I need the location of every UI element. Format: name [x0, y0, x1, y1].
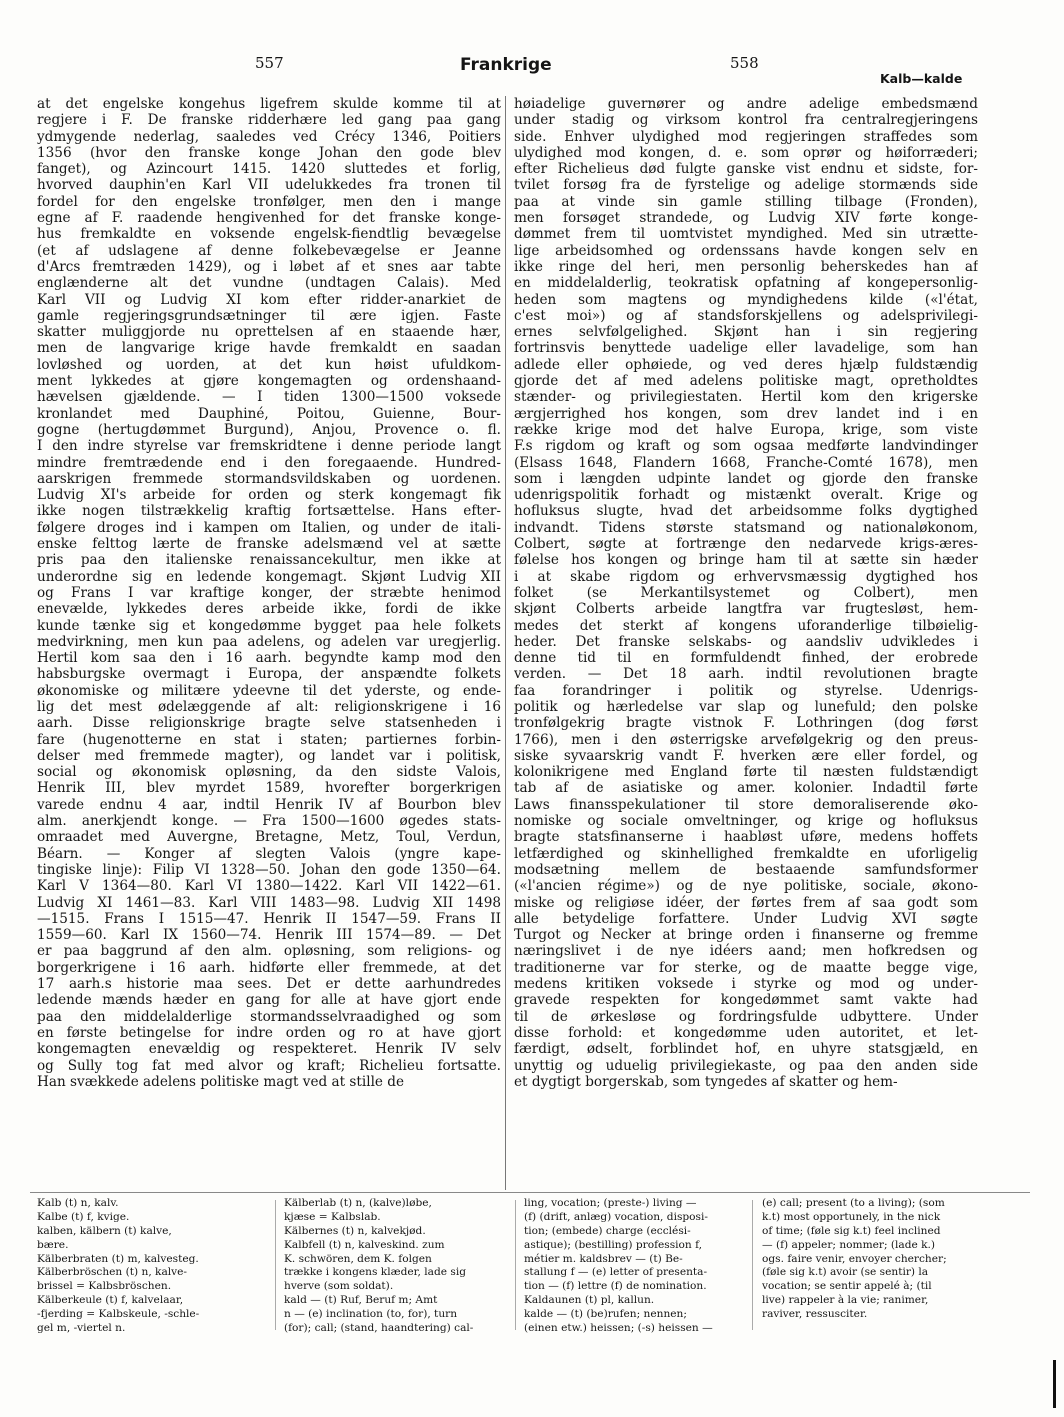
text-line: høiadelige guvernører og andre adelige embedsmænd	[514, 96, 978, 112]
dictionary-entry-line: Kälberbraten (t) m, kalvesteg.	[37, 1252, 199, 1265]
dictionary-entry-line: kalben, kälbern (t) kalve,	[37, 1224, 172, 1237]
text-line: dømmet frem til uomtvistet myndighed. Med sin utrætte-	[514, 226, 978, 243]
text-line: række krige mod det halve Europa, krige, som viste	[514, 421, 978, 438]
text-line: lige arbeidsomhed og ordenssans havde kongen selv en	[514, 242, 978, 259]
dictionary-entry-line: live) rappeler à la vie; ranimer,	[762, 1294, 929, 1307]
text-line: Colbert, søgte at fortrænge den nedarvede krigs-æres-	[514, 536, 978, 553]
text-line: englænderne alt det vundne (undtagen Calais). Med	[37, 275, 501, 292]
text-line: 1559—60. Karl IX 1560—74. Henrik III 1574—89. — Det	[37, 927, 501, 944]
dictionary-entry-line: vocation; se sentir appelé à; (til	[762, 1280, 932, 1293]
text-line: varede endnu 4 aar, indtil Henrik IV af Bourbon blev	[37, 796, 501, 813]
text-line: alle betydelige forfattere. Under Ludvig XVI søgte	[514, 910, 978, 927]
dictionary-keyword-range: Kalb—kalde	[880, 71, 963, 86]
dictionary-entry-line: (føle sig k.t) avoir (se sentir) la	[762, 1266, 929, 1279]
text-line: fare (hugenotterne en stat i staten; partiernes forbin-	[37, 731, 501, 748]
text-line: heden som magtens og myndighedens kilde («l'état,	[514, 291, 978, 308]
dictionary-divider	[752, 1200, 753, 1330]
dictionary-entry-line: brissel = Kalbsbröschen.	[37, 1280, 172, 1293]
dictionary-entry-line: trække i kongens klæder, lade sig	[284, 1266, 466, 1279]
dictionary-entry-line: -fjerding = Kalbskeule, -schle-	[37, 1308, 200, 1321]
text-line: verden. — Det 18 aarh. indtil revolutionen bragte	[514, 666, 978, 683]
text-line: underordne sig en ledende kongemagt. Skjønt Ludvig XII	[37, 568, 501, 585]
text-line: kongemagten enevældig og respekteret. Henrik IV selv	[37, 1041, 501, 1058]
text-line: at det engelske kongehus ligefrem skulde komme til at	[37, 96, 501, 112]
text-line: borgerkrigene i 16 aarh. hidførte eller fremmede, at det	[37, 959, 501, 976]
dictionary-entry-line: Kalbe (t) f, kvige.	[37, 1210, 130, 1223]
dictionary-entry-line: tion; (embede) charge (ecclési-	[524, 1224, 691, 1237]
text-line: Han svækkede adelens politiske magt ved at stille de	[37, 1073, 405, 1090]
dictionary-entry-line: k.t) most opportunely, in the nick	[762, 1210, 941, 1223]
text-line: delser med fremmede magter), og landet var i politisk,	[37, 747, 501, 764]
dictionary-entry-line: kald — (t) Ruf, Beruf m; Amt	[284, 1294, 438, 1307]
text-line: gjorde det af med adelens politiske magt, opretholdtes	[514, 373, 978, 390]
text-line: tvilet forsøg fra de fyrstelige og adelige stormænds side	[514, 177, 978, 194]
text-line: følelse hos kongen og bringe ham til at sætte sin hæder	[514, 552, 978, 569]
text-line: 1356 (hvor den franske konge Johan den gode blev	[37, 144, 501, 161]
text-line: fordel for den engelske tronfølger, men den i mange	[37, 193, 501, 210]
text-line: egne af F. raadende hengivenhed for det franske konge-	[37, 210, 501, 227]
text-line: aarskrigen fremmede stormandsvildskaben og uordenen.	[37, 470, 501, 487]
dictionary-entry-line: Kälberkeule (t) f, kalvelaar,	[37, 1294, 184, 1307]
dictionary-column-4	[762, 1197, 990, 1322]
text-line: medvirkning, men kun paa adelens, og adelen var uregjerlig.	[37, 633, 501, 650]
text-line: til de ørkesløse og fordringsfulde udbyttere. Under	[514, 1008, 978, 1025]
left-text-column	[37, 96, 501, 1090]
text-line: Hertil kom saa den i 16 aarh. begyndte kamp mod den	[37, 650, 501, 667]
text-line: kolonikrigene med England førte til næsten fuldstændigt	[514, 764, 978, 781]
text-line: omraadet med Auvergne, Bretagne, Metz, Toul, Verdun,	[37, 829, 501, 846]
text-line: faa forandringer i politik og styrelse. Udenrigs-	[514, 682, 978, 699]
text-line: 1766), men i den østerrigske arvefølgekrig og den preus-	[514, 731, 978, 748]
dictionary-entry-line: gel m, -viertel n.	[37, 1322, 126, 1335]
text-line: gravede respekten for kongedømmet samt vakte had	[514, 992, 978, 1009]
text-line: ment lykkedes at gjøre kongemagten og ordenshaand-	[37, 373, 501, 390]
text-line: er paa baggrund af den alm. opløsning, som religions- og	[37, 943, 501, 960]
text-line: men forsøget strandede, og Ludvig XIV førte konge-	[514, 210, 978, 227]
text-line: hævelsen gjældende. — I tiden 1300—1500 voksede	[37, 389, 501, 406]
text-line: færdigt, ødselt, forblindet hof, en uhyre statsgjæld, en	[514, 1041, 978, 1058]
text-line: stænder- og privilegiestaten. Hertil kom den krigerske	[514, 389, 978, 406]
text-line: ulydighed mod kongen, d. e. som oprør og høiforræderi;	[514, 144, 978, 161]
text-line: tronfølgekrig bragte vistnok F. Lothringen (dog først	[514, 715, 978, 732]
text-line: følgere droges ind i kampen om Italien, og under de itali-	[37, 519, 501, 536]
dictionary-entry-line: astique); (bestilling) profession f,	[524, 1238, 703, 1251]
text-line: ærgjerrighed hos kongen, som drev landet ind i en	[514, 405, 978, 422]
text-line: fanget), og Azincourt 1415. 1420 sluttedes et forlig,	[37, 161, 501, 178]
right-text-column	[514, 96, 978, 1090]
text-line: udenrigspolitik forhadt og mistænkt overalt. Krige og	[514, 487, 978, 504]
text-line: Ludvig XI's arbeide for orden og sterk kongemagt fik	[37, 487, 501, 504]
text-line: som i længden udpinte landet og gjorde den franske	[514, 470, 978, 487]
text-line: næringslivet i de nye idéers aand; men hofkredsen og	[514, 943, 978, 960]
column-divider	[505, 96, 506, 1190]
text-line: enevælde, lykkedes deres arbeide ikke, fordi de ikke	[37, 601, 501, 618]
text-line: nomiske og sociale omveltninger, og krige og hofluksus	[514, 813, 978, 830]
text-line: hofluksus slugte, hvad det arbeidsomme folks dygtighed	[514, 503, 978, 520]
dictionary-entry-line: Kälbernes (t) n, kalvekjød.	[284, 1224, 426, 1237]
text-line: tab af de asiatiske og amer. kolonier. Indadtil førte	[514, 780, 978, 797]
text-line: indvandt. Tidens største statsmand og nationaløkonom,	[514, 519, 978, 536]
text-line: Turgot og Necker at bringe orden i finanserne og fremme	[514, 927, 978, 944]
text-line: medens kritiken voksede i styrke og mod og under-	[514, 976, 978, 993]
dictionary-entry-line: kjæse = Kalbslab.	[284, 1210, 381, 1223]
text-line: ledende mænds hæder en gang for alle at have gjort ende	[37, 992, 501, 1009]
text-line: adlede eller ophøiede, og ved deres hjælp fuldstændig	[514, 356, 978, 373]
text-line: c'est moi») og af standsforskjellens og adelsprivilegi-	[514, 307, 978, 324]
text-line: mindre fremtrædende end i den foregaaende. Hundred-	[37, 454, 501, 471]
text-line: lig det mest ødelæggende af alt: religionskrigene i 16	[37, 698, 501, 715]
dictionary-entry-line: métier m. kaldsbrev — (t) Be-	[524, 1252, 683, 1265]
text-line: en middelalderlig, teokratisk opfatning af kongepersonlig-	[514, 275, 978, 292]
text-line: letfærdighed og skinhellighed fremkaldte en uforligelig	[514, 845, 978, 862]
text-line: —1515. Frans I 1515—47. Henrik II 1547—59. Frans II	[37, 910, 501, 927]
dictionary-column-1	[37, 1197, 265, 1336]
text-line: tingiske linje): Filip VI 1328—50. Johan den gode 1350—64.	[37, 861, 501, 878]
dictionary-column-3	[524, 1197, 752, 1336]
page-title: Frankrige	[460, 55, 552, 75]
dictionary-entry-line: n — (e) inclination (to, for), turn	[284, 1308, 458, 1321]
text-line: gogne (hertugdømmet Burgund), Anjou, Provence o. fl.	[37, 421, 501, 438]
text-line: politik og hærledelse var slap og lunefuld; den polske	[514, 698, 978, 715]
text-line: skjønt Colberts arbeide langtfra var frugtesløst, hem-	[514, 601, 978, 618]
text-line: F.s rigdom og kraft og som ogsaa medførte landvindinger	[514, 438, 978, 455]
dictionary-entry-line: K. schwören, dem K. folgen	[284, 1252, 432, 1265]
dictionary-entry-line: Kalbfell (t) n, kalveskind. zum	[284, 1238, 445, 1251]
text-line: disse forhold: et kongedømme uden autoritet, et let-	[514, 1024, 978, 1041]
text-line: pris paa den italienske renaissancekultur, men ikke at	[37, 552, 501, 569]
text-line: (et af udslagene af denne folkebevægelse er Jeanne	[37, 242, 501, 259]
text-line: økonomiske og militære ydeevne til det yderste, og ende-	[37, 682, 501, 699]
text-line: (Elsass 1648, Flandern 1668, Franche-Comté 1678), men	[514, 454, 978, 471]
text-line: skatter muliggjorde nu oprettelsen af en staaende hær,	[37, 324, 501, 341]
dictionary-entry-line: Kalb (t) n, kalv.	[37, 1197, 119, 1209]
text-line: efter Richelieus død fulgte ganske vist endnu et sidste, for-	[514, 161, 978, 178]
text-line: Henrik III, blev myrdet 1589, hvorefter borgerkrigen	[37, 780, 501, 797]
text-line: Karl VII og Ludvig XI kom efter ridder-anarkiet de	[37, 291, 501, 308]
text-line: gamle regjeringsgrundsætninger til ære igjen. Faste	[37, 307, 501, 324]
page-number-right: 558	[730, 54, 759, 72]
text-line: denne tid til en formfuldendt finhed, der erobrede	[514, 650, 978, 667]
dictionary-entry-line: (for); call; (stand, haandtering) cal-	[284, 1322, 474, 1335]
text-line: og Frans I var kraftige konger, der stræbte henimod	[37, 584, 501, 601]
dictionary-divider	[515, 1200, 516, 1330]
text-line: et dygtigt borgerskab, som tyngedes af skatter og hem-	[514, 1073, 898, 1090]
margin-mark	[1053, 1360, 1056, 1408]
text-line: under stadig og virksom kontrol fra centralregjeringens	[514, 112, 978, 129]
text-line: unyttig og uduelig privilegiekaste, og paa den anden side	[514, 1057, 978, 1074]
text-line: folket (se Merkantilsystemet og Colbert), men	[514, 584, 978, 601]
text-line: regjere i F. De franske ridderhære led gang paa gang	[37, 112, 501, 129]
text-line: medes det sterkt af kongens uforanderlige tilbøielig-	[514, 617, 978, 634]
dictionary-entry-line: ling, vocation; (preste-) living —	[524, 1197, 697, 1209]
text-line: og Sully tog fat med alvor og kraft; Richelieu fortsatte.	[37, 1057, 501, 1074]
text-line: I den indre styrelse var fremskridtene i denne periode langt	[37, 438, 501, 455]
dictionary-entry-line: stallung f — (e) letter of presenta-	[524, 1266, 708, 1279]
text-line: kronlandet med Dauphiné, Poitou, Guienne, Bour-	[37, 405, 501, 422]
dictionary-entry-line: (e) call; present (to a living); (som	[762, 1197, 945, 1209]
text-line: Ludvig XI 1461—83. Karl VIII 1483—98. Ludvig XII 1498	[37, 894, 501, 911]
text-line: ikke ringe del heri, men personlig beherskedes han af	[514, 258, 978, 275]
text-line: hvorved dauphin'en Karl VII udelukkedes fra tronen til	[37, 177, 501, 194]
text-line: ernes selvfølgelighed. Skjønt han i sin regjering	[514, 324, 978, 341]
dictionary-entry-line: raviver, ressusciter.	[762, 1308, 868, 1321]
text-line: 17 aarh.s historie maa sees. Det er dette aarhundredes	[37, 976, 501, 993]
text-line: aarh. Disse religionskrige bragte selve statsenheden i	[37, 715, 501, 732]
dictionary-entry-line: kalde — (t) (be)rufen; nennen;	[524, 1308, 687, 1321]
text-line: paa den middelalderlige stormandsselvraadighed og som	[37, 1008, 501, 1025]
dictionary-column-2	[284, 1197, 512, 1336]
dictionary-entry-line: (einen etw.) heissen; (-s) heissen —	[524, 1322, 713, 1335]
dictionary-entry-line: ogs. faire venir, envoyer chercher;	[762, 1252, 947, 1265]
text-line: alm. anerkjendt konge. — Fra 1500—1600 øgedes stats-	[37, 813, 501, 830]
text-line: ydmygende nederlag, saaledes ved Crécy 1346, Poitiers	[37, 128, 501, 145]
text-line: hus fremkaldte en voksende engelsk-fiendtlig bevægelse	[37, 226, 501, 243]
dictionary-entry-line: bære.	[37, 1238, 69, 1251]
text-line: («l'ancien régime») og de nye politiske, sociale, økono-	[514, 878, 978, 895]
dictionary-entry-line: (f) (drift, anlæg) vocation, disposi-	[524, 1210, 708, 1223]
footer-rule	[30, 1192, 1030, 1193]
text-line: d'Arcs fremtræden 1429), og i løbet af et snes aar tabte	[37, 258, 501, 275]
dictionary-divider	[275, 1200, 276, 1330]
dictionary-entry-line: Kälberlab (t) n, (kalve)løbe,	[284, 1197, 432, 1209]
text-line: ikke nogen tilstrækkelig kraftig fortsættelse. Hans efter-	[37, 503, 501, 520]
text-line: habsburgske overmagt i Europa, der anspændte folkets	[37, 666, 501, 683]
text-line: siske syvaarskrig vandt F. hverken ære eller fordel, og	[514, 747, 978, 764]
text-line: lovløshed og uorden, at det kun høist ufuldkom-	[37, 356, 501, 373]
dictionary-entry-line: — (f) appeler; nommer; (lade k.)	[762, 1238, 936, 1251]
text-line: heder. Det franske selskabs- og aandsliv udvikledes i	[514, 633, 978, 650]
dictionary-entry-line: Kälberbröschen (t) n, kalve-	[37, 1266, 188, 1279]
text-line: modsætning mellem de bestaaende samfundsformer	[514, 861, 978, 878]
text-line: i at skabe rigdom og erhvervsmæssig dygtighed hos	[514, 568, 978, 585]
text-line: traditionerne var for sterke, og de maatte begge vige,	[514, 959, 978, 976]
text-line: bragte statsfinanserne i haabløst uføre, medens hoffets	[514, 829, 978, 846]
text-line: Béarn. — Konger af slegten Valois (yngre kape-	[37, 845, 501, 862]
text-line: miske og religiøse idéer, der førtes frem af saa godt som	[514, 894, 978, 911]
text-line: side. Enhver ulydighed mod regjeringen straffedes som	[514, 128, 978, 145]
text-line: enske felttog lærte de franske adelsmænd vel at sætte	[37, 536, 501, 553]
text-line: paa at vinde sin gamle stilling tilbage (Fronden),	[514, 193, 978, 210]
text-line: fortrinsvis benyttede uadelige eller lavadelige, som han	[514, 340, 978, 357]
dictionary-entry-line: Kaldaunen (t) pl, kallun.	[524, 1294, 655, 1307]
text-line: men de langvarige krige havde fremkaldt en saadan	[37, 340, 501, 357]
text-line: en første betingelse for indre orden og ro at have gjort	[37, 1024, 501, 1041]
text-line: social og økonomisk opløsning, da den sidste Valois,	[37, 764, 501, 781]
dictionary-entry-line: of time; (føle sig k.t) feel inclined	[762, 1224, 941, 1237]
page-number-left: 557	[255, 54, 284, 72]
dictionary-entry-line: hverve (som soldat).	[284, 1280, 394, 1293]
text-line: Laws finansspekulationer til store demoraliserende øko-	[514, 796, 978, 813]
dictionary-entry-line: tion — (f) lettre (f) de nomination.	[524, 1280, 707, 1293]
text-line: kunde tænke sig et kongedømme bygget paa hele folkets	[37, 617, 501, 634]
text-line: Karl V 1364—80. Karl VI 1380—1422. Karl VII 1422—61.	[37, 878, 501, 895]
